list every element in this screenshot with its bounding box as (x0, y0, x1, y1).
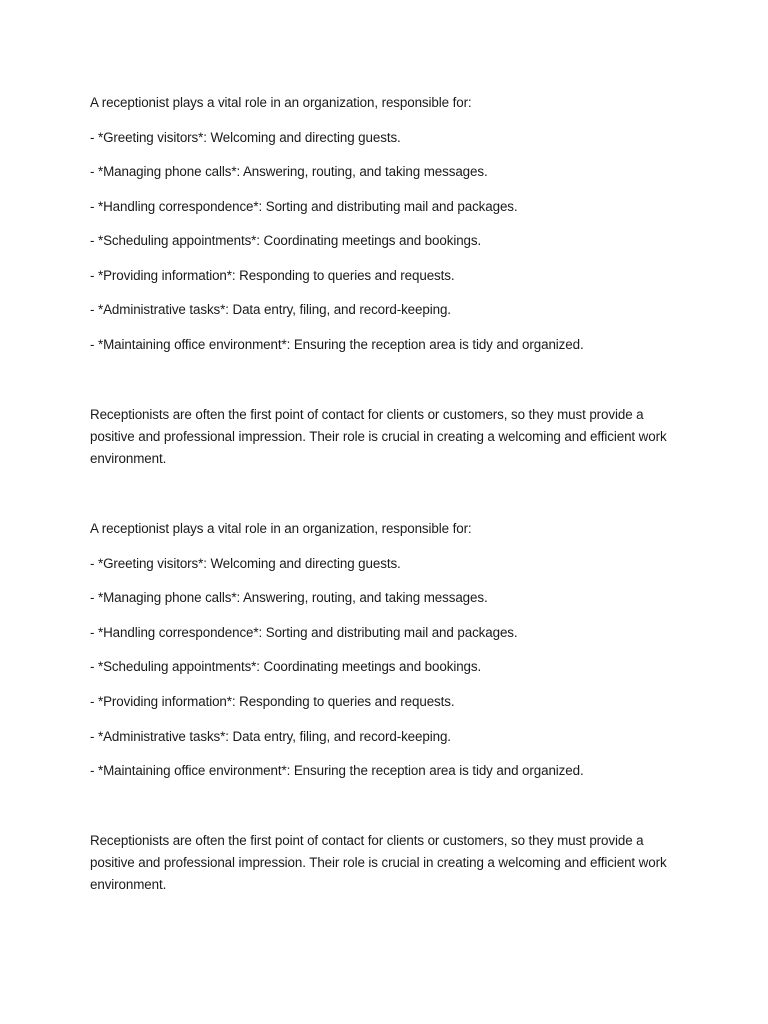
document-body (90, 94, 690, 896)
section-summary: Receptionists are often the first point of contact for clients or customers, so they must provide a positive and professional impression. Their role is crucial in creating a welcoming and efficient work environment. (90, 833, 667, 893)
bullet-item: - *Maintaining office environment*: Ensuring the reception area is tidy and organized. (90, 763, 584, 779)
bullet-item: - *Managing phone calls*: Answering, routing, and taking messages. (90, 590, 488, 606)
bullet-item: - *Handling correspondence*: Sorting and distributing mail and packages. (90, 198, 518, 214)
bullet-item: - *Managing phone calls*: Answering, routing, and taking messages. (90, 164, 488, 180)
section-intro: A receptionist plays a vital role in an organization, responsible for: (90, 521, 472, 537)
section-intro: A receptionist plays a vital role in an organization, responsible for: (90, 95, 472, 110)
section-summary: Receptionists are often the first point of contact for clients or customers, so they must provide a positive and professional impression. Their role is crucial in creating a welcoming and efficient work environment. (90, 407, 667, 467)
bullet-item: - *Handling correspondence*: Sorting and distributing mail and packages. (90, 624, 518, 640)
bullet-item: - *Providing information*: Responding to queries and requests. (90, 693, 455, 709)
bullet-item: - *Administrative tasks*: Data entry, filing, and record-keeping. (90, 728, 451, 744)
bullet-item: - *Providing information*: Responding to queries and requests. (90, 267, 455, 283)
section-2 (90, 520, 690, 896)
bullet-item: - *Maintaining office environment*: Ensuring the reception area is tidy and organized. (90, 337, 584, 353)
bullet-item: - *Scheduling appointments*: Coordinating meetings and bookings. (90, 659, 482, 675)
bullet-item: - *Scheduling appointments*: Coordinating meetings and bookings. (90, 233, 482, 249)
bullet-item: - *Administrative tasks*: Data entry, filing, and record-keeping. (90, 302, 451, 318)
bullet-item: - *Greeting visitors*: Welcoming and directing guests. (90, 129, 401, 145)
section-1 (90, 94, 690, 470)
bullet-item: - *Greeting visitors*: Welcoming and directing guests. (90, 555, 401, 571)
